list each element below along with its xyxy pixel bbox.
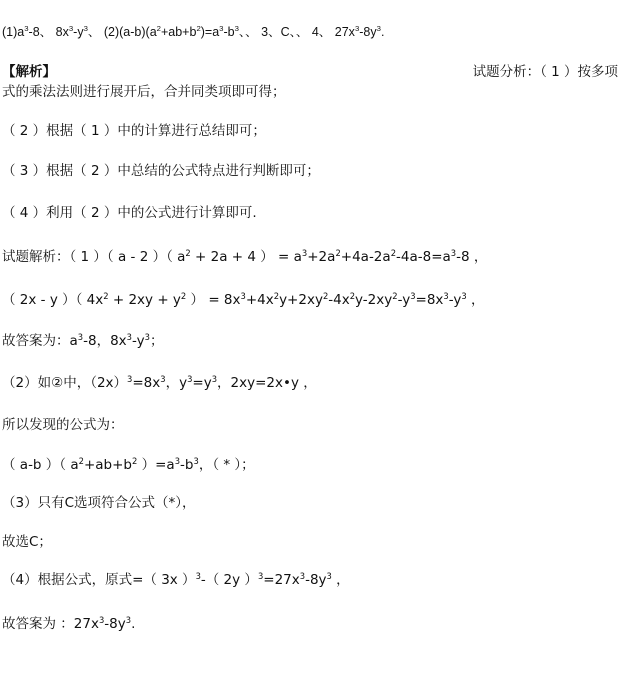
text: =8x [132, 375, 161, 391]
text: ， [331, 572, 350, 588]
text: -4x [328, 292, 350, 308]
text: （4）根据公式，原式=（ 3x ） [2, 572, 196, 588]
text: ）=a [137, 457, 175, 473]
exponent: 3 [77, 331, 84, 342]
exponent: 3 [68, 24, 74, 34]
answer-line [2, 23, 384, 41]
answer-text: )=a [200, 25, 220, 39]
exponent: 3 [326, 570, 332, 581]
exponent: 2 [392, 290, 398, 301]
text: ，y [165, 375, 188, 391]
solution-line-9 [2, 571, 350, 589]
text: -y [448, 292, 462, 308]
text: ， [466, 292, 485, 308]
exponent: 2 [78, 455, 84, 466]
exponent: 3 [195, 570, 201, 581]
jiexi-label: 【解析】 [2, 64, 56, 80]
text: . [131, 616, 136, 632]
exponent: 3 [301, 247, 308, 258]
analysis-line-2: （ 2 ）根据（ 1 ）中的计算进行总结即可； [2, 123, 266, 139]
text: （ a-b ）（ a [2, 457, 79, 473]
exponent: 3 [125, 614, 132, 625]
text: 试题解析：（ 1 ）（ a - 2 ）（ a [2, 249, 186, 265]
exponent: 3 [443, 290, 449, 301]
solution-line-6 [2, 456, 255, 474]
exponent: 3 [234, 24, 239, 34]
answer-text: -y [73, 25, 84, 39]
exponent: 3 [461, 290, 467, 301]
exponent: 2 [322, 290, 329, 301]
text: -y [131, 333, 145, 349]
exponent: 3 [98, 614, 105, 625]
exponent: 3 [450, 247, 457, 258]
text: （ 2x - y ）（ 4x [2, 292, 104, 308]
solution-line-5: 所以发现的公式为： [2, 417, 124, 433]
exponent: 3 [257, 570, 264, 581]
exponent: 2 [196, 24, 201, 34]
text: y-2xy [355, 292, 393, 308]
exponent: 2 [349, 290, 356, 301]
exponent: 3 [410, 290, 416, 301]
text: +4a-2a [340, 249, 391, 265]
solution-line-7: （3）只有C选项符合公式（*）， [2, 495, 196, 511]
text: +ab+b [83, 457, 132, 473]
text: 故答案为 ：27x [2, 616, 99, 632]
analysis-line-4: （ 4 ）利用（ 2 ）中的公式进行计算即可. [2, 205, 257, 221]
answer-text: -b [223, 25, 235, 39]
exponent: 3 [219, 24, 224, 34]
exponent: 2 [156, 24, 161, 34]
text: -8y [305, 572, 327, 588]
exponent: 2 [273, 290, 280, 301]
solution-line-10 [2, 615, 135, 633]
answer-text: (1)a [2, 25, 25, 39]
text: -8y [104, 616, 126, 632]
exponent: 3 [187, 373, 193, 384]
analysis-line-3: （ 3 ）根据（ 2 ）中总结的公式特点进行判断即可； [2, 163, 320, 179]
text: +4x [245, 292, 274, 308]
exponent: 3 [127, 373, 133, 384]
text: （2）如②中，（2x） [2, 375, 128, 391]
exponent: 3 [83, 24, 88, 34]
answer-text: 、 (2)(a-b)(a [87, 25, 157, 39]
exponent: 3 [126, 331, 132, 342]
exponent: 3 [211, 373, 218, 384]
answer-text: . [380, 25, 385, 39]
text: =27x [263, 572, 300, 588]
text: =8x [415, 292, 444, 308]
exponent: 2 [390, 247, 397, 258]
text: -8，8x [83, 333, 127, 349]
text: ） = 8x [186, 292, 241, 308]
analysis-heading: 试题分析：（ 1 ）按多项 [472, 64, 618, 80]
solution-line-1 [2, 248, 487, 266]
text: y+2xy [279, 292, 323, 308]
text: =y [192, 375, 212, 391]
text: + 2xy + y [108, 292, 181, 308]
exponent: 3 [354, 24, 360, 34]
solution-line-4 [2, 374, 317, 392]
exponent: 2 [132, 455, 138, 466]
text: 故答案为：a [2, 333, 78, 349]
text: -4a-8=a [396, 249, 451, 265]
exponent: 3 [144, 331, 150, 342]
text: -（ 2y ） [200, 572, 258, 588]
exponent: 2 [185, 247, 191, 258]
solution-line-3 [2, 332, 163, 350]
solution-line-2 [2, 291, 485, 309]
answer-text: -8y [359, 25, 377, 39]
analysis-line-1: 式的乘法法则进行展开后，合并同类项即可得； [2, 84, 286, 100]
text: + 2a + 4 ） = a [190, 249, 302, 265]
text: -y [397, 292, 411, 308]
exponent: 2 [103, 290, 109, 301]
exponent: 3 [174, 455, 181, 466]
answer-text: -8、 8x [28, 25, 69, 39]
solution-line-8: 故选C； [2, 534, 52, 550]
exponent: 2 [335, 247, 341, 258]
exponent: 3 [240, 290, 246, 301]
answer-text: +ab+b [160, 25, 197, 39]
exponent: 3 [376, 24, 381, 34]
exponent: 3 [299, 570, 306, 581]
text: -8 ， [456, 249, 488, 265]
text: -b [180, 457, 194, 473]
exponent: 3 [160, 373, 166, 384]
text: +2a [307, 249, 336, 265]
exponent: 3 [193, 455, 199, 466]
text: ，2xy=2x•y ， [217, 375, 317, 391]
answer-text: 、、 3、C、、 4、 27x [238, 25, 355, 39]
exponent: 2 [180, 290, 187, 301]
exponent: 3 [24, 24, 29, 34]
text: ； [149, 333, 164, 349]
text: ，（ * ）； [198, 457, 255, 473]
